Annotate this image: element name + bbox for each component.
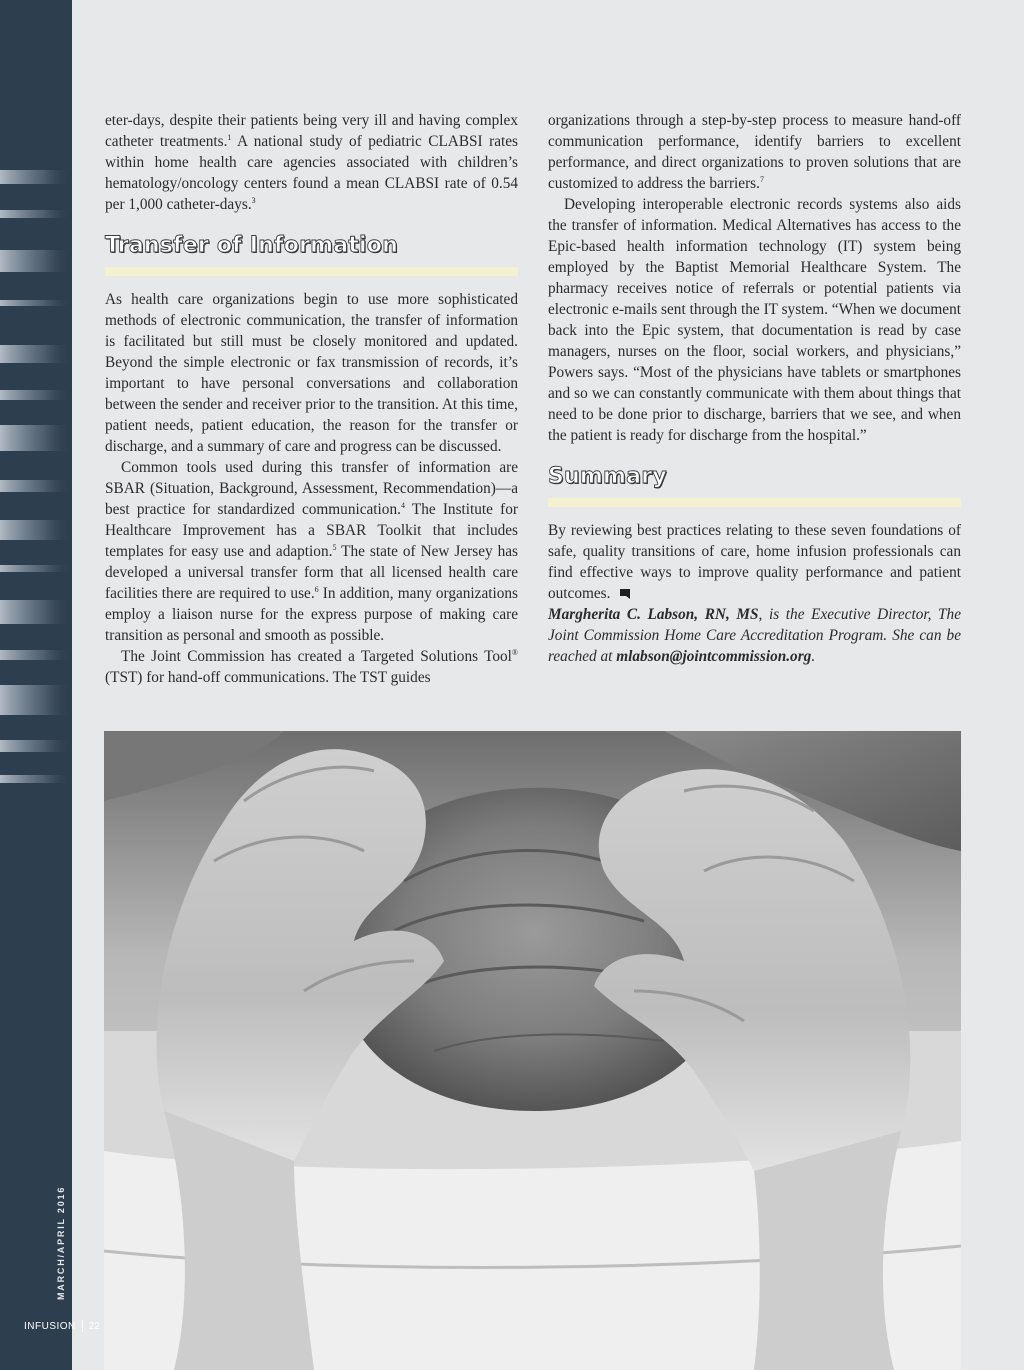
paragraph: organizations through a step-by-step process to measure hand-off communication performance, identify barriers to excellent performance, and direct organizations to proven solutions that are customized to address the barriers.$^7$ [548,112,961,192]
paragraph: Developing interoperable electronic records systems also aids the transfer of information. Medical Alternatives has access to the Epic-based health information technology (IT) system being employed by the Baptist Memorial Healthcare System. The pharmacy receives notice of referrals or potential patients via electronic e-mails sent through the IT system. “When we document back into the Epic system, that documentation is read by case managers, nurses on the floor, social workers, and physicians,” Powers says. “Most of the physicians have tablets or smartphones and so we can constantly communicate with them about things that need to be done prior to discharge, barriers that we see, and when the patient is ready for discharge from the hospital.” [548,196,961,444]
heading-rule [105,267,518,276]
paragraph: eter-days, despite their patients being very ill and having complex catheter treatments.$^1$ A national study of pediatric CLABSI rates within home health care agencies associated with children’s hematology/oncology centers found a mean CLABSI rate of 0.54 per 1,000 catheter-days.$^3$ [105,112,518,213]
page-number: 22 [88,1320,100,1332]
section-heading-transfer: Transfer of Information [105,233,398,258]
magazine-logo: INFUSION [24,1320,76,1332]
issue-date: MARCH/APRIL 2016 [56,1185,66,1300]
sidebar [0,0,72,1370]
end-of-article-square-icon [620,589,630,599]
author-email-link[interactable]: mlabson@jointcommission.org [616,648,812,665]
paragraph: As health care organizations begin to use more sophisticated methods of electronic communication, the transfer of information is facilitated but still must be closely monitored and updated. Beyond the simple electronic or fax transmission of records, it’s important to have personal conversations and collaboration between the sender and receiver prior to the transition. At this time, patient needs, patient education, the reason for the transfer or discharge, and a summary of care and progress can be discussed. [105,291,518,455]
page-folio [24,1320,100,1332]
hands-photo [104,731,961,1370]
section-heading-summary: Summary [548,464,667,489]
paragraph: By reviewing best practices relating to these seven foundations of safe, quality transitions of care, home infusion professionals can find effective ways to improve quality performance and patient outcomes. [548,522,961,602]
paragraph: Common tools used during this transfer of information are SBAR (Situation, Background, Assessment, Recommendation)—a best practice for standardized communication.$^4$ The Institute for Healthcare Improvement has a SBAR Toolkit that includes templates for easy use and adaption.$^5$ The state of New Jersey has developed a universal transfer form that all licensed health care facilities there are required to use.$^6$ In addition, many organizations employ a liaison nurse for the express purpose of making care transition as personal and smooth as possible. [105,459,518,644]
folio-divider [82,1320,83,1332]
left-column [105,110,518,688]
right-column [548,110,961,667]
author-name: Margherita C. Labson, RN, MS [548,606,759,623]
heading-rule [548,498,961,507]
paragraph: The Joint Commission has created a Targeted Solutions Tool® (TST) for hand-off communications. The TST guides [105,647,518,686]
author-bio: Margherita C. Labson, RN, MS, is the Executive Director, The Joint Commission Home Care Accreditation Program. She can be reached at mlabson@jointcommission.org. [548,606,961,665]
sidebar-stripes [0,150,72,800]
